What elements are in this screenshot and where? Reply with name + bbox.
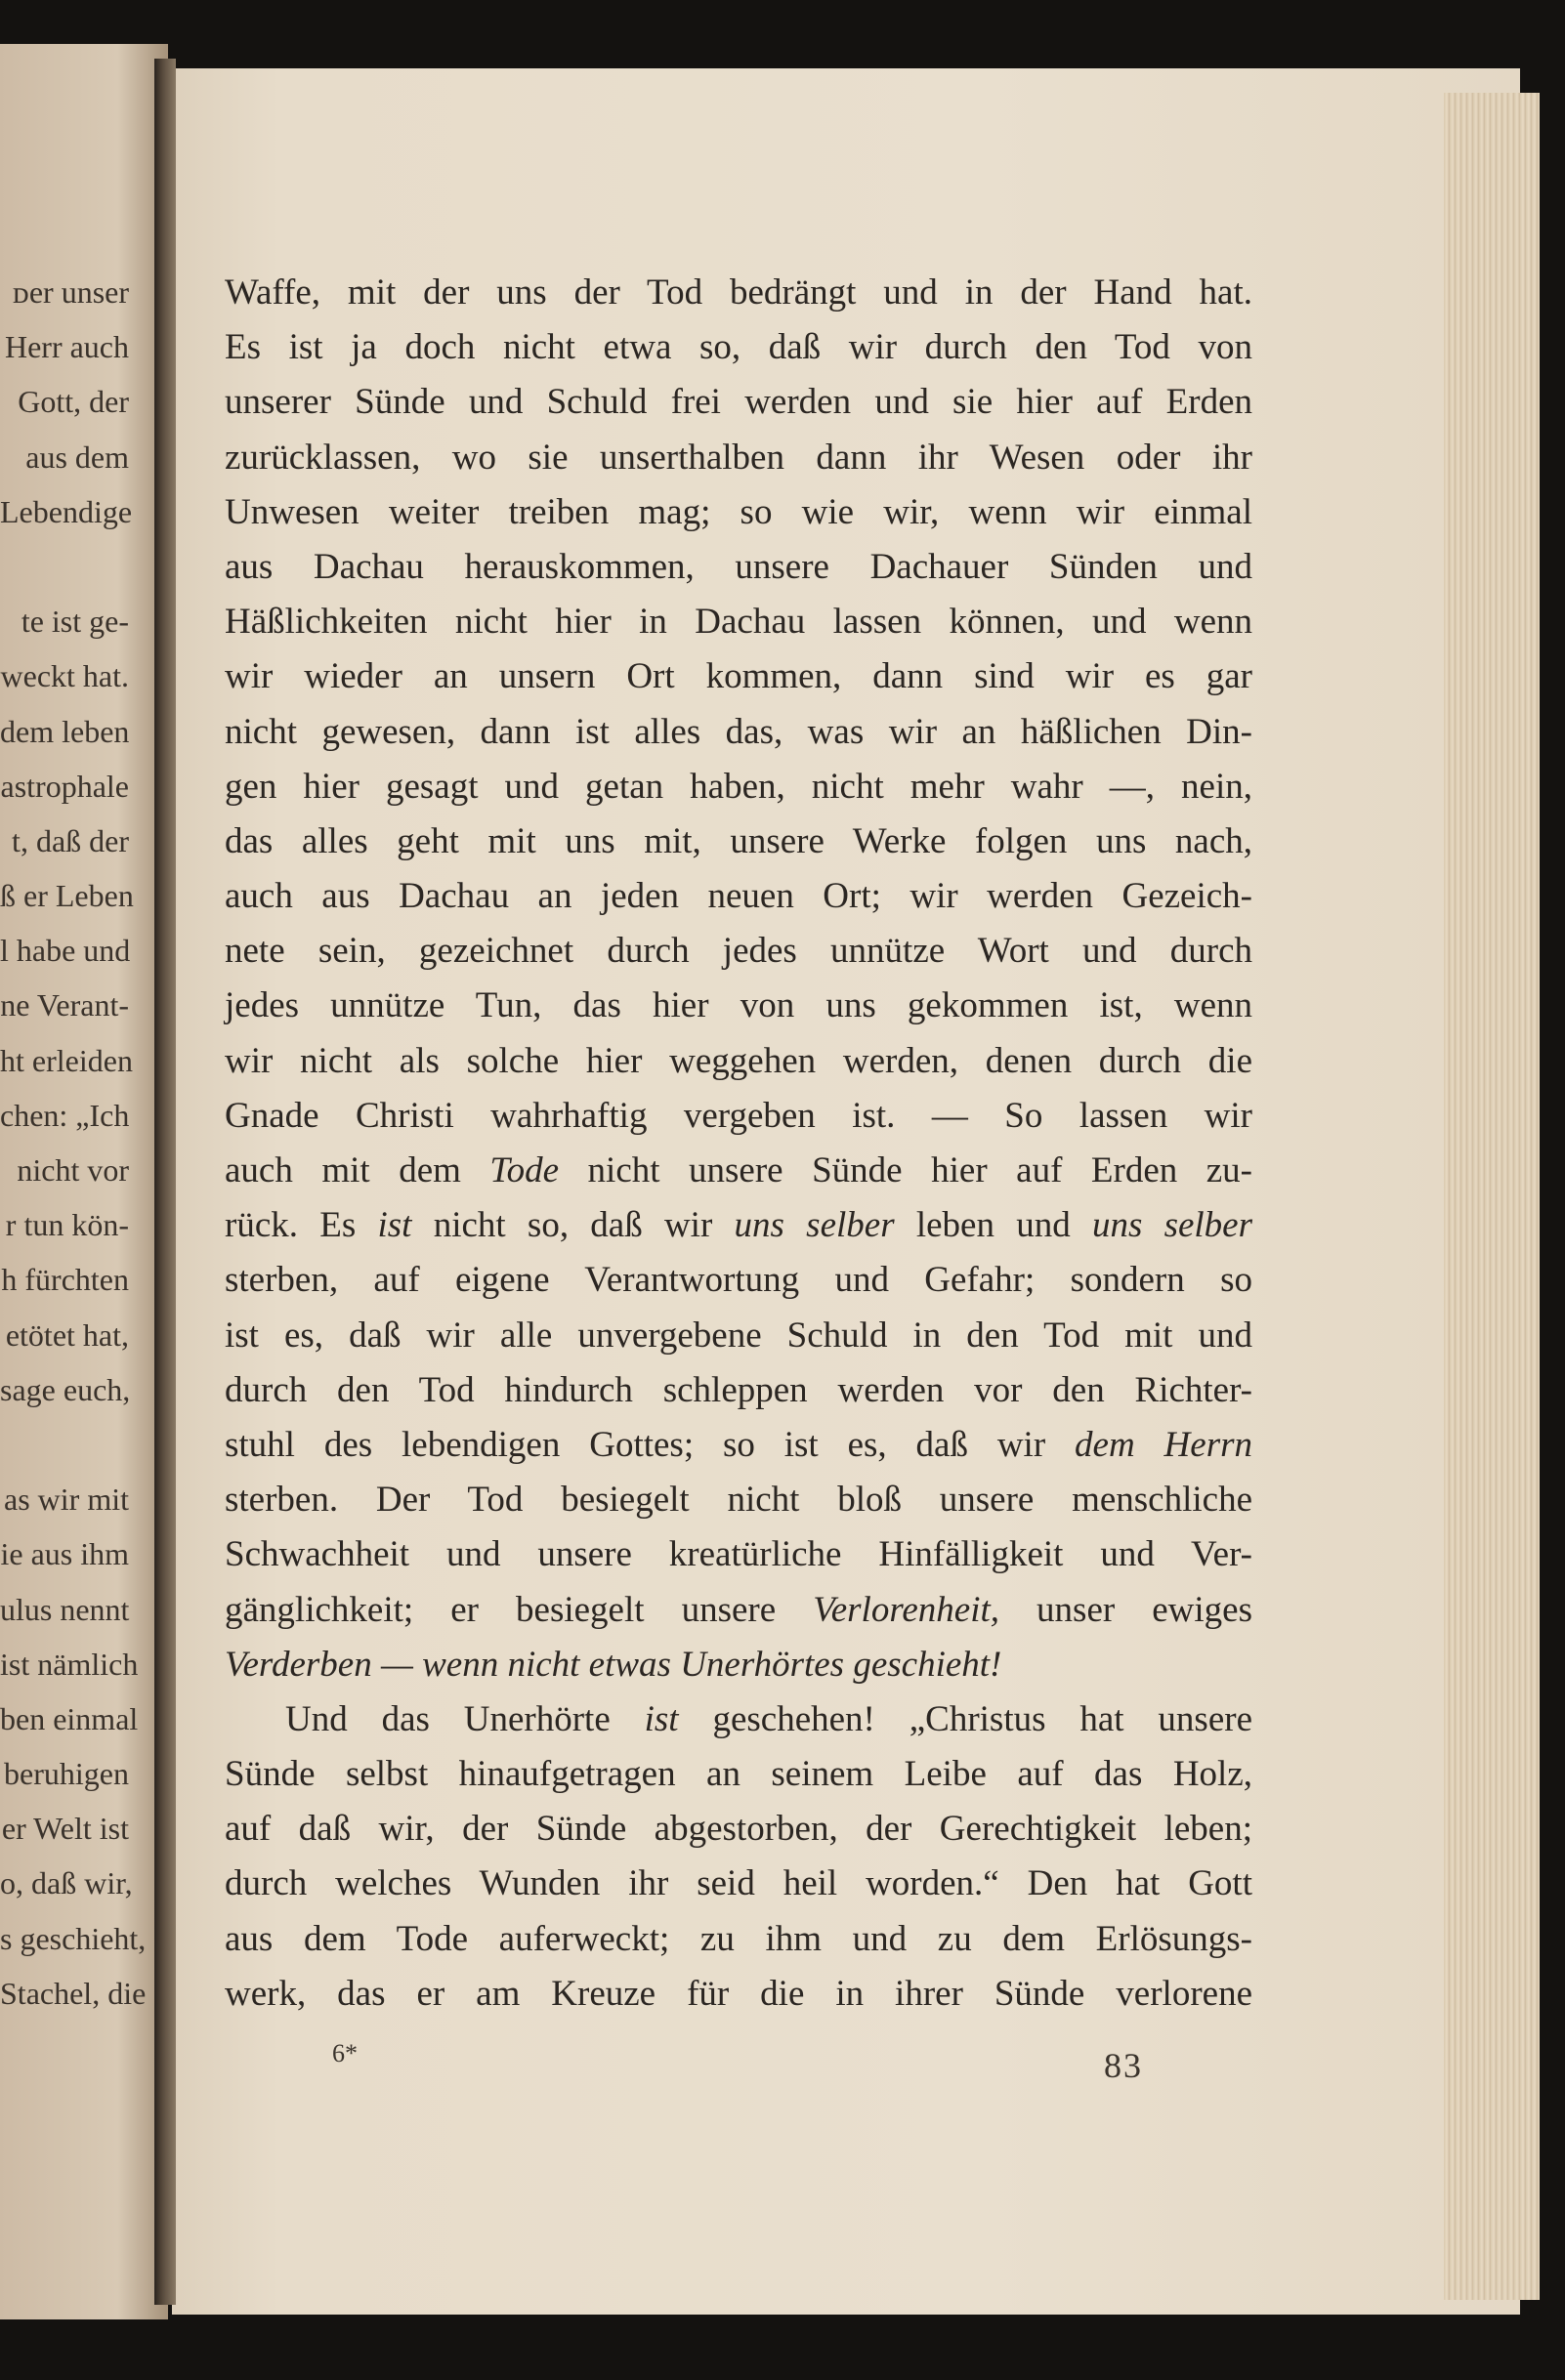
text-segment: gen hier gesagt und getan haben, nicht mehr wahr —, nein, <box>225 766 1252 807</box>
left-page-line <box>0 539 129 594</box>
left-page-line: ben einmal <box>0 1700 139 1736</box>
text-line <box>225 1583 1252 1638</box>
text-line <box>225 431 1252 485</box>
text-segment: unser ewiges <box>999 1589 1253 1630</box>
text-line <box>225 1638 1252 1692</box>
text-segment: durch welches Wunden ihr seid heil worden.“ Den hat Gott <box>225 1863 1252 1904</box>
text-segment: nicht so, daß wir <box>411 1205 735 1246</box>
text-segment: auf daß wir, der Sünde abgestorben, der Gerechtigkeit leben; <box>225 1809 1252 1850</box>
text-line <box>225 705 1252 760</box>
text-line <box>225 979 1252 1033</box>
text-segment: sterben. Der Tod besiegelt nicht bloß unsere menschliche <box>225 1480 1252 1521</box>
text-segment: stuhl des lebendigen Gottes; so ist es, daß wir <box>225 1424 1076 1465</box>
text-line <box>225 814 1252 869</box>
left-page-line: Lebendige <box>0 493 133 529</box>
left-page-line: er Welt ist <box>1 1811 129 1847</box>
text-segment: Sünde selbst hinaufgetragen an seinem Leibe auf das Holz, <box>225 1754 1252 1795</box>
text-segment: jedes unnütze Tun, das hier von uns gekommen ist, wenn <box>225 985 1252 1026</box>
left-page-line: te ist ge- <box>21 604 129 640</box>
italic-text: ist <box>644 1698 679 1739</box>
text-segment: Es ist ja doch nicht etwa so, daß wir durch den Tod von <box>225 327 1252 368</box>
text-segment: Waffe, mit der uns der Tod bedrängt und in der Hand hat. <box>225 272 1252 313</box>
text-line <box>225 1857 1252 1911</box>
italic-text: Tode <box>489 1150 560 1190</box>
italic-text: uns selber <box>734 1205 895 1246</box>
left-page <box>0 44 168 2319</box>
text-line <box>225 1527 1252 1582</box>
text-segment: ist es, daß wir alle unvergebene Schuld in den Tod mit und <box>225 1315 1252 1356</box>
text-segment: aus dem Tode auferweckt; zu ihm und zu dem Erlösungs- <box>225 1918 1252 1959</box>
text-line <box>225 1967 1252 2022</box>
left-page-line: dem leben <box>0 713 130 749</box>
italic-text: Verderben — wenn nicht etwas Unerhörtes geschieht! <box>225 1644 1002 1685</box>
text-segment: geschehen! „Christus hat unsere <box>678 1698 1252 1739</box>
text-line <box>225 869 1252 924</box>
left-page-line: t, daß der <box>12 822 129 858</box>
text-segment: wir nicht als solche hier weggehen werden, denen durch die <box>225 1040 1252 1081</box>
signature-mark: 6* <box>332 2039 358 2067</box>
left-page-line: ulus nennt <box>0 1591 130 1627</box>
text-line <box>225 1253 1252 1308</box>
text-segment: wir wieder an unsern Ort kommen, dann sind wir es gar <box>225 656 1252 697</box>
left-page-line: Herr auch <box>4 329 129 365</box>
text-line <box>225 1692 1252 1747</box>
left-page-line: etötet hat, <box>5 1316 129 1353</box>
text-segment: auch aus Dachau an jeden neuen Ort; wir werden Gezeich- <box>225 876 1252 917</box>
left-page-line: ie aus ihm <box>0 1536 129 1572</box>
text-line <box>225 1363 1252 1418</box>
text-line <box>225 924 1252 979</box>
text-segment: werk, das er am Kreuze für die in ihrer Sünde verlorene <box>225 1973 1252 2014</box>
text-line <box>225 320 1252 375</box>
text-line <box>225 1198 1252 1253</box>
left-page-line: astrophale <box>0 768 129 804</box>
left-page-text <box>0 265 147 2021</box>
italic-text: dem Herrn <box>1075 1424 1252 1465</box>
left-page-line <box>0 1417 129 1472</box>
text-segment: nicht unsere Sünde hier auf Erden zu- <box>559 1150 1252 1190</box>
left-page-line: s geschieht, <box>0 1920 147 1956</box>
left-page-line: r tun kön- <box>5 1207 129 1243</box>
text-segment: gänglichkeit; er besiegelt unsere <box>225 1589 814 1630</box>
left-page-line: beruhigen <box>4 1756 129 1792</box>
left-page-line: as wir mit <box>4 1482 129 1518</box>
left-page-line: l habe und <box>0 933 131 969</box>
left-page-line: sage euch, <box>0 1371 131 1407</box>
book-gutter <box>154 59 176 2305</box>
left-page-line: aus dem <box>25 438 129 475</box>
text-segment: auch mit dem <box>225 1150 490 1190</box>
text-segment: Häßlichkeiten nicht hier in Dachau lassen können, und wenn <box>225 602 1252 643</box>
text-segment: Unwesen weiter treiben mag; so wie wir, wenn wir einmal <box>225 491 1252 532</box>
text-segment: sterben, auf eigene Verantwortung und Gefahr; sondern so <box>225 1260 1252 1301</box>
text-line <box>225 1089 1252 1144</box>
text-segment: aus Dachau herauskommen, unsere Dachauer Sünden und <box>225 546 1252 587</box>
left-page-line: chen: „Ich <box>0 1097 130 1133</box>
text-segment: Schwachheit und unsere kreatürliche Hinfälligkeit und Ver- <box>225 1534 1252 1575</box>
text-segment: Und das Unerhörte <box>285 1698 645 1739</box>
text-segment: rück. Es <box>225 1205 378 1246</box>
text-line <box>225 1912 1252 1967</box>
left-page-line: ß er Leben <box>0 878 134 914</box>
left-page-line: ᴅer unser <box>13 274 129 310</box>
left-page-line: h fürchten <box>1 1262 129 1298</box>
text-line <box>225 595 1252 649</box>
left-page-line: ist nämlich <box>0 1646 139 1682</box>
text-line <box>225 1802 1252 1857</box>
text-segment: nete sein, gezeichnet durch jedes unnütze Wort und durch <box>225 931 1252 972</box>
text-segment: Gnade Christi wahrhaftig vergeben ist. — So lassen wir <box>225 1095 1252 1136</box>
page-edges <box>1444 93 1540 2300</box>
text-segment: zurücklassen, wo sie unserthalben dann ihr Wesen oder ihr <box>225 437 1252 478</box>
italic-text: ist <box>377 1205 412 1246</box>
text-line <box>225 375 1252 430</box>
left-page-line: o, daß wir, <box>0 1865 133 1901</box>
text-segment: durch den Tod hindurch schleppen werden vor den Richter- <box>225 1369 1252 1410</box>
left-page-line: ne Verant- <box>0 987 129 1023</box>
text-line <box>225 760 1252 814</box>
text-line <box>225 266 1252 320</box>
text-line <box>225 1418 1252 1473</box>
text-line <box>225 1747 1252 1802</box>
text-segment: nicht gewesen, dann ist alles das, was wir an häßlichen Din- <box>225 711 1252 752</box>
text-line <box>225 1473 1252 1527</box>
left-page-line: weckt hat. <box>0 658 129 694</box>
italic-text: uns selber <box>1091 1205 1252 1246</box>
left-page-line: nicht vor <box>17 1152 129 1188</box>
text-line <box>225 1144 1252 1198</box>
text-line <box>225 485 1252 540</box>
page-number: 83 <box>1104 2046 1143 2085</box>
left-page-line: Stachel, die <box>0 1975 147 2011</box>
text-line <box>225 649 1252 704</box>
text-segment: das alles geht mit uns mit, unsere Werke folgen uns nach, <box>225 820 1252 861</box>
italic-text: Verlorenheit, <box>813 1589 999 1630</box>
body-text <box>225 266 1252 2022</box>
text-line <box>225 1309 1252 1363</box>
text-segment: unserer Sünde und Schuld frei werden und sie hier auf Erden <box>225 382 1252 423</box>
left-page-line: Gott, der <box>18 384 129 420</box>
text-line <box>225 540 1252 595</box>
text-segment: leben und <box>894 1205 1092 1246</box>
left-page-line: ht erleiden <box>0 1042 133 1078</box>
text-line <box>225 1034 1252 1089</box>
